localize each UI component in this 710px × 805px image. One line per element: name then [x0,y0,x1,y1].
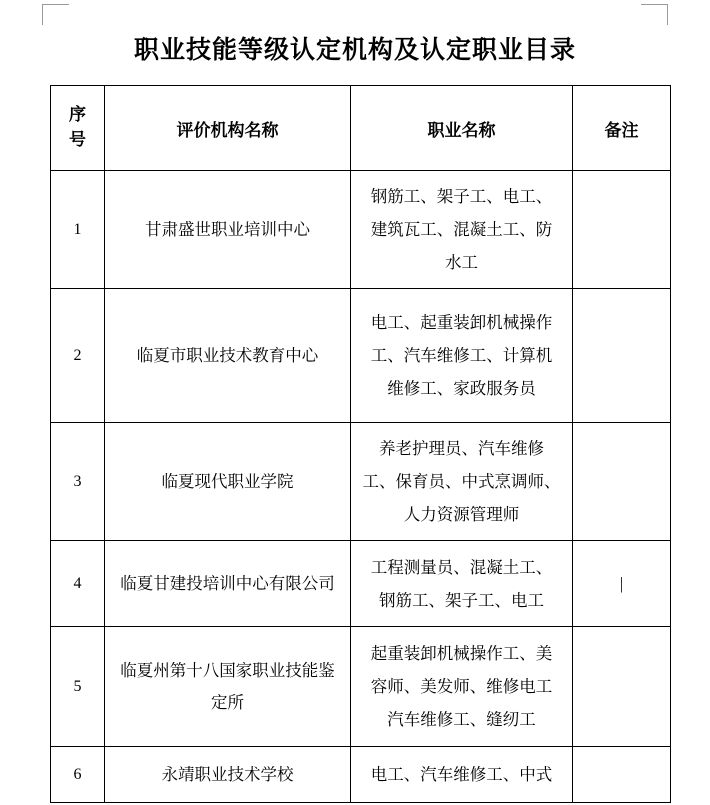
table-header [51,86,671,171]
column-header-occupation: 职业名称 [351,86,573,171]
occupation-line: 工程测量员、混凝土工、 [370,557,553,577]
occupation-line: 电工、起重装卸机械操作 [370,313,553,332]
organization-line: 临夏现代职业学院 [161,471,294,491]
table-row [51,423,671,541]
occupation-line: 建筑瓦工、混凝土工、防 [370,220,553,239]
organization-line: 永靖职业技术学校 [161,764,294,784]
row-occupation [351,423,573,541]
column-header-index-line-2: 号 [69,130,86,149]
occupation-line: 工、汽车维修工、计算机 [370,346,553,365]
row-index: 5 [51,627,105,747]
row-organization [105,423,351,541]
table-row [51,627,671,747]
row-organization [105,171,351,289]
row-index: 3 [51,423,105,541]
row-organization [105,541,351,627]
row-organization [105,627,351,747]
column-header-index-line-1: 序 [69,105,86,125]
organization-line: 甘肃盛世职业培训中心 [145,219,310,239]
occupation-line: 起重装卸机械操作工、美 [370,644,553,663]
table-header-row [51,86,671,171]
occupation-line: 电工、汽车维修工、中式 [370,765,553,784]
row-index: 6 [51,747,105,803]
row-organization [105,747,351,803]
row-note [573,171,671,289]
occupation-line: 维修工、家政服务员 [387,379,536,398]
row-note [573,423,671,541]
row-occupation [351,747,573,803]
occupation-line: 工、保育员、中式烹调师、 [362,472,561,491]
row-organization [105,289,351,423]
row-occupation [351,541,573,627]
row-note [573,289,671,423]
page-title: 职业技能等级认定机构及认定职业目录 [133,37,576,64]
occupation-line: 钢筋工、架子工、电工、 [370,187,553,206]
row-occupation [351,289,573,423]
table-row [51,541,671,627]
row-note [573,627,671,747]
column-header-note: 备注 [573,86,671,171]
catalog-table [50,85,671,803]
organization-line: 定所 [211,692,244,712]
column-header-organization: 评价机构名称 [105,86,351,171]
row-index: 4 [51,541,105,627]
occupation-line: 养老护理员、汽车维修 [379,439,544,458]
row-index: 2 [51,289,105,423]
occupation-line: 人力资源管理师 [403,505,520,524]
organization-line: 临夏州第十八国家职业技能鉴 [120,661,335,681]
table-row [51,289,671,423]
row-note-caret: | [573,541,671,627]
crop-mark-top-right [641,4,668,25]
crop-mark-top-left [42,4,69,25]
occupation-line: 钢筋工、架子工、电工 [379,590,544,610]
occupation-line: 容师、美发师、维修电工 [370,677,553,696]
row-occupation [351,171,573,289]
occupation-line: 水工 [445,253,478,272]
row-index: 1 [51,171,105,289]
row-occupation [351,627,573,747]
row-note [573,747,671,803]
occupation-line: 汽车维修工、缝纫工 [387,710,536,729]
organization-line: 临夏市职业技术教育中心 [136,345,319,365]
organization-line: 临夏甘建投培训中心有限公司 [120,573,335,593]
column-header-index [51,86,105,171]
table-body [51,171,671,803]
table-row [51,171,671,289]
table-row [51,747,671,803]
